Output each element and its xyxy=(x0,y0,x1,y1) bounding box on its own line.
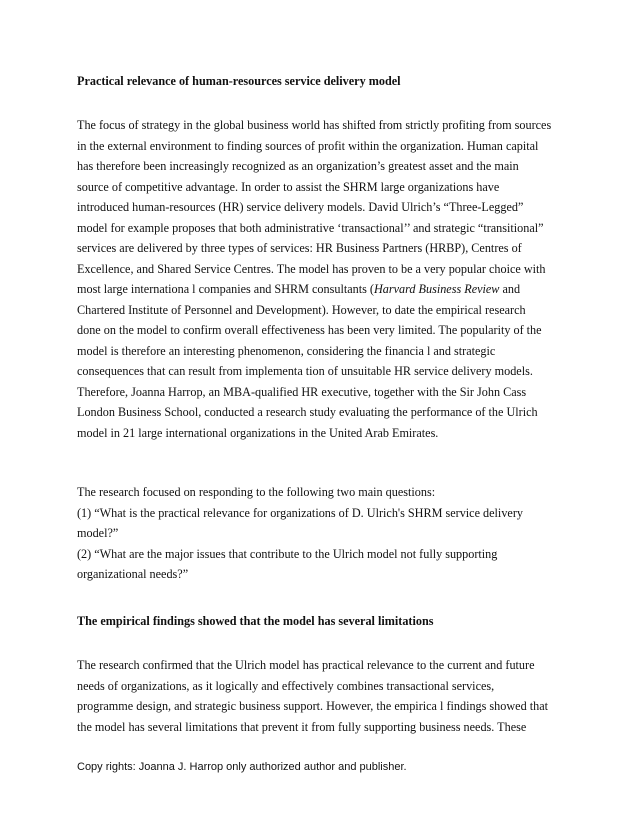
text-line: done on the model to confirm overall effectiveness has been very limited. The popularity of the xyxy=(77,323,542,337)
text-line: source of competitive advantage. In order to assist the SHRM large organizations have xyxy=(77,179,500,194)
text-line: services are delivered by three types of services: HR Business Partners (HRBP), Centres of xyxy=(77,241,522,255)
text-line: Therefore, Joanna Harrop, an MBA-qualified HR executive, together with the Sir John Cass xyxy=(77,384,527,399)
text-line: organizational needs?” xyxy=(77,567,189,581)
section-heading-practical-relevance: Practical relevance of human-resources service delivery model xyxy=(77,74,401,88)
text-line: introduced human-resources (HR) service delivery models. David Ulrich’s “Three-Legged” xyxy=(77,200,524,214)
text-line: has therefore been increasingly recognized as an organization’s greatest asset and the main xyxy=(77,159,519,173)
paragraph-research-confirmed xyxy=(77,655,569,737)
text-line: model for example proposes that both administrative ‘transactional’’ and strategic “transitional” xyxy=(77,220,544,235)
copyright-footer: Copy rights: Joanna J. Harrop only authorized author and publisher. xyxy=(77,761,407,773)
journal-title-italic: Harvard Business Review xyxy=(373,282,500,296)
text-line: model is therefore an interesting phenomenon, considering the financia l and strategic xyxy=(77,343,496,358)
section-heading-empirical-findings: The empirical findings showed that the model has several limitations xyxy=(77,614,434,628)
text-line: Excellence, and Shared Service Centres. The model has proven to be a very popular choice with xyxy=(77,261,546,276)
text-line: London Business School, conducted a research study evaluating the performance of the Ulrich xyxy=(77,405,538,419)
text-line: model in 21 large international organizations in the United Arab Emirates. xyxy=(77,425,439,440)
text-line: The research focused on responding to the following two main questions: xyxy=(77,485,436,499)
text-line: consequences that can result from implementa tion of unsuitable HR service delivery models. xyxy=(77,364,533,378)
text-line: The focus of strategy in the global business world has shifted from strictly profiting from sources xyxy=(77,118,552,132)
text-line: needs of organizations, as it logically and effectively combines transactional services, xyxy=(77,678,495,693)
text-segment: and xyxy=(499,282,521,296)
text-line: (1) “What is the practical relevance for organizations of D. Ulrich's SHRM service delivery xyxy=(77,505,523,520)
text-line: in the external environment to finding sources of profit within the organization. Human capital xyxy=(77,138,539,153)
paragraph-focus-of-strategy xyxy=(77,115,569,443)
text-line xyxy=(77,279,569,300)
text-line: programme design, and strategic business support. However, the empirica l findings showed that xyxy=(77,699,548,713)
text-segment: most large internationa l companies and SHRM consultants ( xyxy=(77,282,374,296)
paragraph-research-questions xyxy=(77,482,569,585)
text-line: model?” xyxy=(77,526,119,540)
text-line: (2) “What are the major issues that contribute to the Ulrich model not fully supporting xyxy=(77,546,498,561)
text-line: Chartered Institute of Personnel and Development). However, to date the empirical research xyxy=(77,302,526,317)
text-line: the model has several limitations that prevent it from fully supporting business needs. These xyxy=(77,719,527,734)
text-line: The research confirmed that the Ulrich model has practical relevance to the current and future xyxy=(77,658,535,672)
